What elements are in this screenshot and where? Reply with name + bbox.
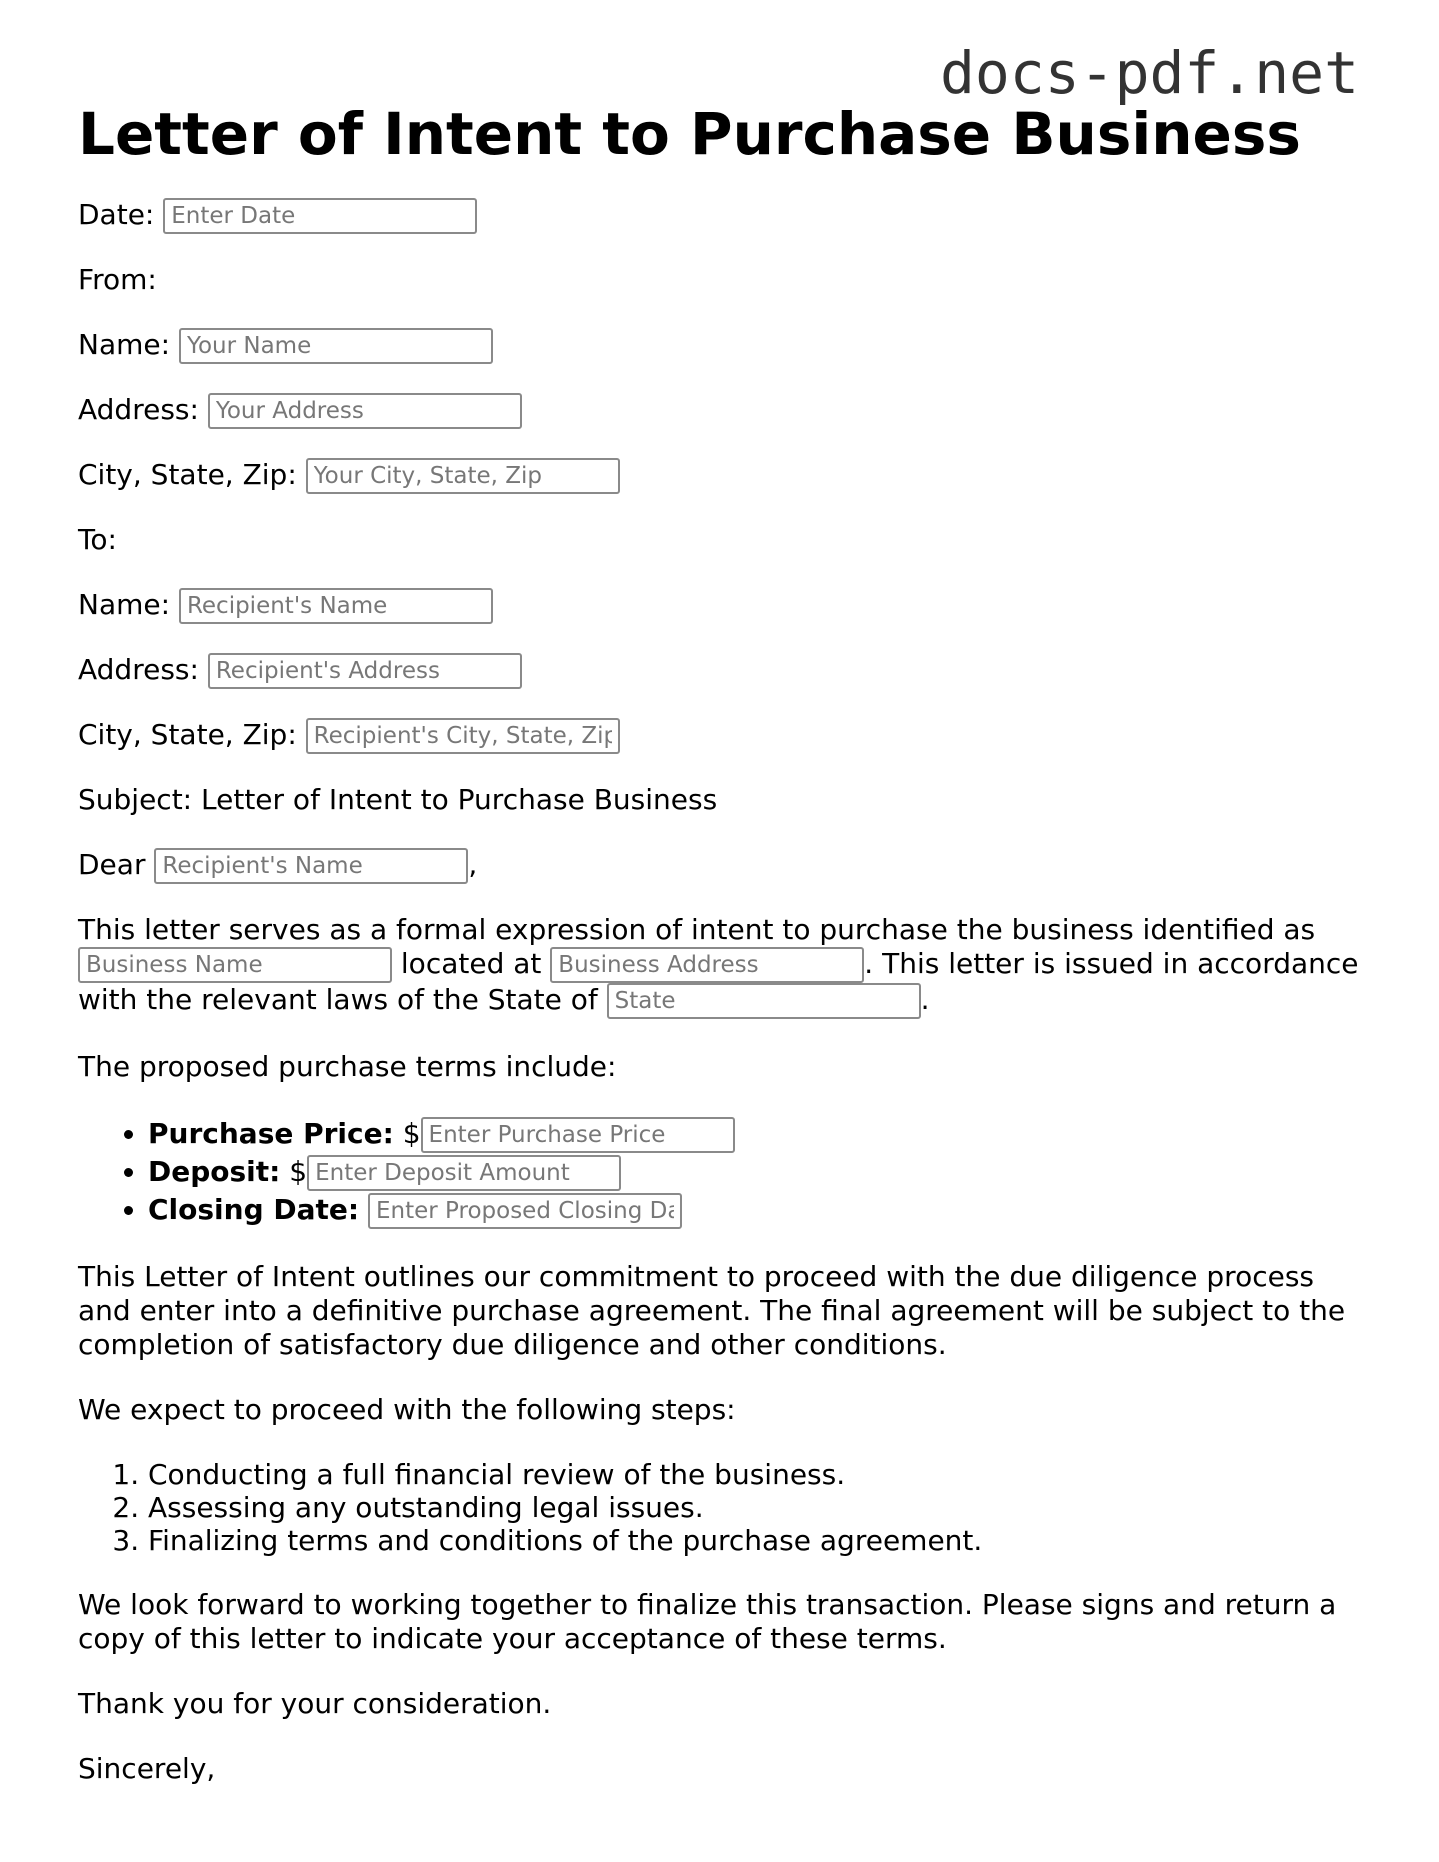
to-heading: To: bbox=[78, 523, 117, 556]
term-item-deposit bbox=[148, 1153, 1368, 1191]
recipient-city-input[interactable] bbox=[306, 718, 620, 754]
list-item: 3. Finalizing terms and conditions of the purchase agreement. bbox=[148, 1524, 1368, 1557]
currency-prefix: $ bbox=[289, 1155, 308, 1188]
commitment-paragraph: This Letter of Intent outlines our commitment to proceed with the due diligence process and enter into a definitive purchase agreement. The final agreement will be subject to the completion of satisfactory due diligence and other conditions. bbox=[78, 1260, 1346, 1361]
terms-list bbox=[78, 1115, 1368, 1229]
from-address-label: Address: bbox=[78, 393, 199, 426]
date-input[interactable] bbox=[163, 198, 477, 234]
term-item-purchase-price bbox=[148, 1115, 1368, 1153]
recipient-address-input[interactable] bbox=[208, 653, 522, 689]
from-name-label: Name: bbox=[78, 328, 171, 361]
steps-list bbox=[78, 1458, 1368, 1557]
date-label: Date: bbox=[78, 198, 155, 231]
salutation-suffix: , bbox=[468, 848, 478, 881]
closing-date-input[interactable] bbox=[368, 1193, 682, 1229]
from-city-label: City, State, Zip: bbox=[78, 458, 297, 491]
business-address-input[interactable] bbox=[550, 947, 864, 983]
to-city-label: City, State, Zip: bbox=[78, 718, 297, 751]
purchase-price-input[interactable] bbox=[421, 1117, 735, 1153]
intro-text-1: This letter serves as a formal expression of intent to purchase the business identified as bbox=[78, 913, 1316, 946]
to-name-label: Name: bbox=[78, 588, 171, 621]
signoff: Sincerely, bbox=[78, 1752, 216, 1785]
currency-prefix: $ bbox=[402, 1117, 421, 1150]
list-item: 2. Assessing any outstanding legal issues. bbox=[148, 1491, 1368, 1524]
term-label: Deposit: bbox=[148, 1155, 281, 1188]
salutation-row bbox=[78, 848, 1368, 882]
salutation-name-input[interactable] bbox=[154, 848, 468, 884]
recipient-name-input[interactable] bbox=[179, 588, 493, 624]
intro-text-2: located at bbox=[400, 947, 542, 980]
to-city-row bbox=[78, 718, 1368, 752]
term-item-closing-date bbox=[148, 1191, 1368, 1229]
term-label: Closing Date: bbox=[148, 1193, 360, 1226]
from-name-row bbox=[78, 328, 1368, 362]
sender-name-input[interactable] bbox=[179, 328, 493, 364]
page-title: Letter of Intent to Purchase Business bbox=[78, 100, 1301, 168]
sender-city-input[interactable] bbox=[306, 458, 620, 494]
intro-text-4: . bbox=[920, 983, 930, 1016]
from-address-row bbox=[78, 393, 1368, 427]
salutation-prefix: Dear bbox=[78, 848, 146, 881]
intro-paragraph bbox=[78, 913, 1368, 1019]
intro-text-3: . This letter is issued in accordance with the relevant laws of the State of bbox=[78, 947, 1359, 1016]
deposit-amount-input[interactable] bbox=[307, 1155, 621, 1191]
from-city-row bbox=[78, 458, 1368, 492]
to-address-label: Address: bbox=[78, 653, 199, 686]
terms-intro: The proposed purchase terms include: bbox=[78, 1050, 617, 1083]
term-label: Purchase Price: bbox=[148, 1117, 394, 1150]
state-input[interactable] bbox=[607, 983, 921, 1019]
from-heading: From: bbox=[78, 263, 157, 296]
watermark: docs-pdf.net bbox=[939, 39, 1359, 107]
list-item: 1. Conducting a full financial review of the business. bbox=[148, 1458, 1368, 1491]
thanks-line: Thank you for your consideration. bbox=[78, 1687, 552, 1720]
to-address-row bbox=[78, 653, 1368, 687]
to-name-row bbox=[78, 588, 1368, 622]
subject-line: Subject: Letter of Intent to Purchase Business bbox=[78, 783, 718, 816]
letter-document bbox=[78, 100, 1368, 1817]
date-row bbox=[78, 198, 1368, 232]
closing-paragraph: We look forward to working together to finalize this transaction. Please signs and return a copy of this letter to indicate your acceptance of these terms. bbox=[78, 1588, 1337, 1655]
business-name-input[interactable] bbox=[78, 947, 392, 983]
steps-intro: We expect to proceed with the following steps: bbox=[78, 1393, 736, 1426]
sender-address-input[interactable] bbox=[208, 393, 522, 429]
